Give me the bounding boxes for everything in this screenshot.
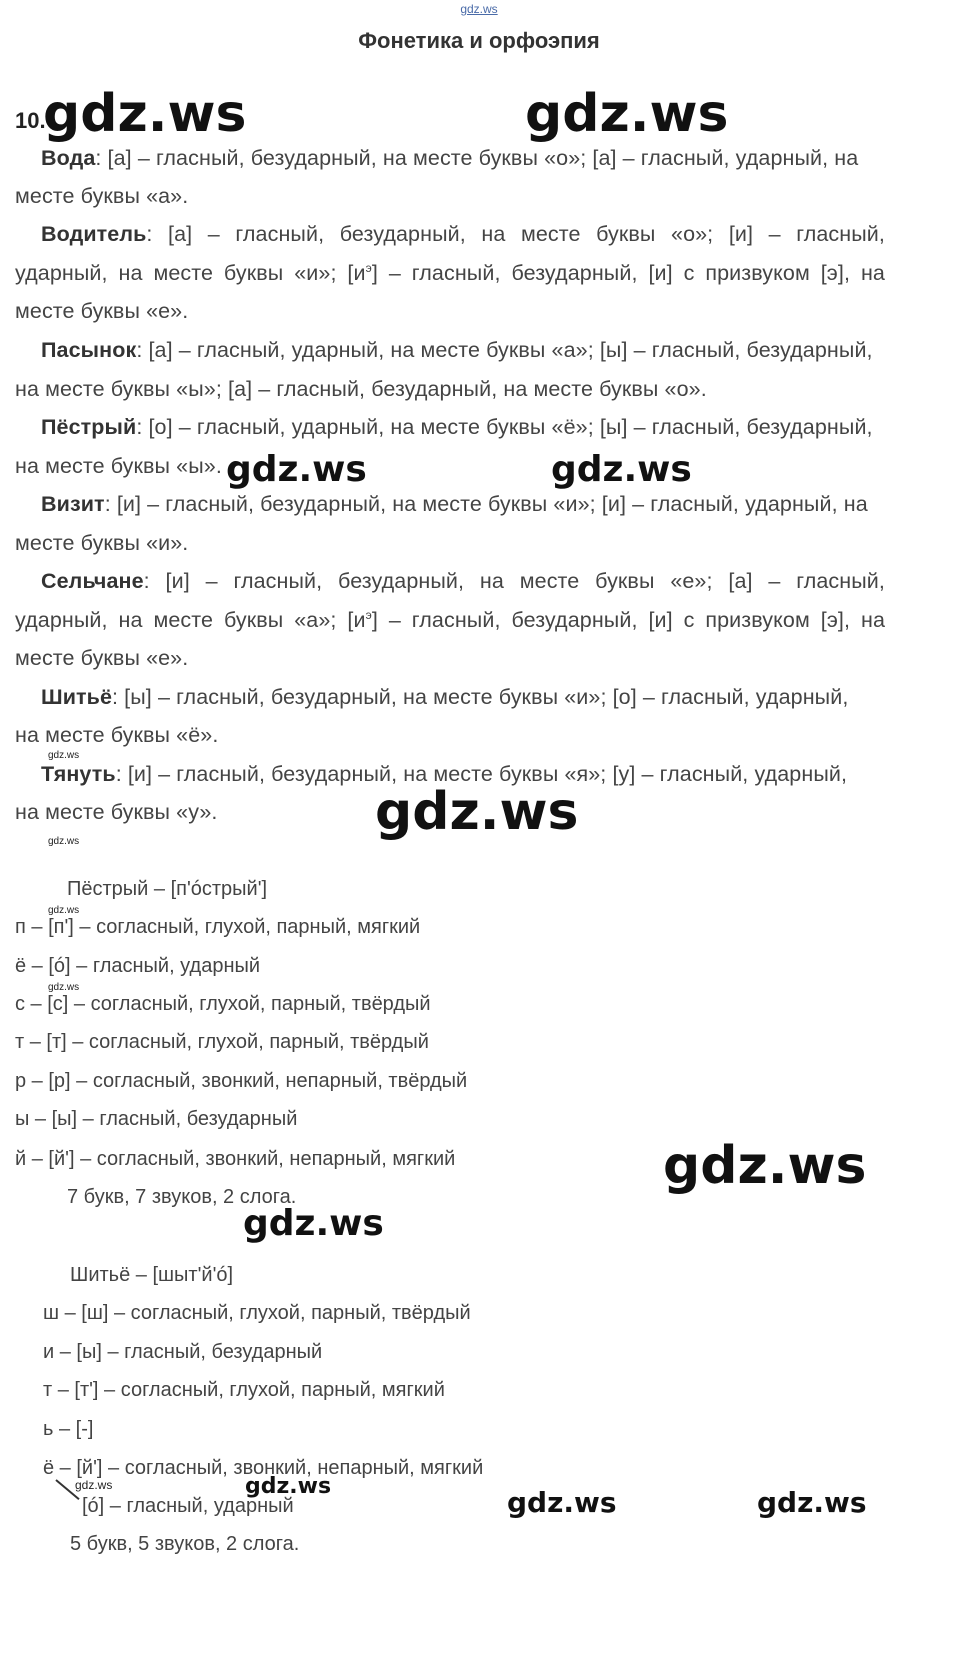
- entry-shitye-line2: на месте буквы «ё».: [15, 723, 219, 747]
- entry-selchane-line1: Сельчане: [и] – гласный, безударный, на месте буквы «е»; [а] – гласный,: [41, 569, 885, 593]
- entry-voda-line2: месте буквы «а».: [15, 184, 189, 208]
- analysis2-row: и – [ы] – гласный, безударный: [43, 1341, 323, 1363]
- entry-selchane-line2: ударный, на месте буквы «а»; $[и^э]$ – гласный, безударный, [и] с призвуком [э], на: [15, 608, 885, 633]
- entry-pestry-line2: на месте буквы «ы».: [15, 454, 222, 478]
- analysis2-row: [ó] – гласный, ударный: [82, 1495, 294, 1517]
- entry-voditel-line3: месте буквы «е».: [15, 299, 189, 323]
- entry-word: Сельчане: [41, 569, 144, 593]
- analysis1-summary: 7 букв, 7 звуков, 2 слога.: [67, 1186, 297, 1208]
- entry-word: Тянуть: [41, 762, 116, 786]
- watermark-small: gdz.ws: [48, 982, 80, 993]
- entry-pasynok-line1: Пасынок: [а] – гласный, ударный, на месте буквы «а»; [ы] – гласный, безударный,: [41, 338, 873, 362]
- watermark: gdz.ws: [375, 782, 579, 842]
- entry-vizit-line1: Визит: [и] – гласный, безударный, на месте буквы «и»; [и] – гласный, ударный, на: [41, 492, 868, 516]
- analysis1-row: й – [й'] – согласный, звонкий, непарный, мягкий: [15, 1148, 456, 1170]
- task-number: 10.: [15, 108, 46, 133]
- watermark: gdz.ws: [243, 1203, 384, 1244]
- entry-vizit-line2: месте буквы «и».: [15, 531, 189, 555]
- analysis1-row: п – [п'] – согласный, глухой, парный, мягкий: [15, 916, 421, 938]
- watermark: gdz.ws: [507, 1486, 617, 1519]
- watermark-small: gdz.ws: [48, 836, 80, 847]
- entry-word: Пасынок: [41, 338, 137, 362]
- entry-word: Пёстрый: [41, 415, 137, 439]
- analysis2-title: Шитьё – [шыт'й'ó]: [70, 1264, 234, 1286]
- analysis2-row: ё – [й'] – согласный, звонкий, непарный, мягкий: [43, 1457, 484, 1479]
- analysis1-row: т – [т] – согласный, глухой, парный, твёрдый: [15, 1031, 429, 1053]
- entry-word: Вода: [41, 146, 96, 170]
- watermark: gdz.ws: [757, 1486, 867, 1519]
- watermark-small: gdz.ws: [48, 905, 80, 916]
- entry-selchane-line3: месте буквы «е».: [15, 646, 189, 670]
- entry-pasynok-line2: на месте буквы «ы»; [а] – гласный, безударный, на месте буквы «о».: [15, 377, 707, 401]
- top-watermark: gdz.ws: [460, 2, 498, 16]
- analysis2-row: т – [т'] – согласный, глухой, парный, мягкий: [43, 1379, 445, 1401]
- analysis1-row: р – [р] – согласный, звонкий, непарный, твёрдый: [15, 1070, 468, 1092]
- watermark-small: gdz.ws: [75, 1478, 113, 1492]
- analysis1-row: с – [с] – согласный, глухой, парный, твёрдый: [15, 993, 431, 1015]
- page-title: Фонетика и орфоэпия: [358, 28, 600, 53]
- entry-shitye-line1: Шитьё: [ы] – гласный, безударный, на месте буквы «и»; [о] – гласный, ударный,: [41, 685, 849, 709]
- entry-word: Шитьё: [41, 685, 113, 709]
- watermark: gdz.ws: [226, 449, 367, 490]
- entry-tyanut-line1: Тянуть: [и] – гласный, безударный, на месте буквы «я»; [у] – гласный, ударный,: [41, 762, 848, 786]
- watermark: gdz.ws: [43, 84, 247, 144]
- analysis2-row: ь – [-]: [43, 1418, 94, 1440]
- analysis1-row: ы – [ы] – гласный, безударный: [15, 1108, 298, 1130]
- entry-voditel-line1: Водитель: [а] – гласный, безударный, на месте буквы «о»; [и] – гласный,: [41, 222, 885, 246]
- watermark-small: gdz.ws: [48, 750, 80, 761]
- watermark: gdz.ws: [525, 84, 729, 144]
- analysis2-summary: 5 букв, 5 звуков, 2 слога.: [70, 1533, 300, 1555]
- entry-voda-line1: Вода: [а] – гласный, безударный, на месте буквы «о»; [а] – гласный, ударный, на: [41, 146, 859, 170]
- entry-tyanut-line2: на месте буквы «у».: [15, 800, 218, 824]
- entry-word: Водитель: [41, 222, 147, 246]
- watermark: gdz.ws: [551, 449, 692, 490]
- watermark: gdz.ws: [663, 1136, 867, 1196]
- watermark: gdz.ws: [245, 1474, 332, 1499]
- analysis2-row: ш – [ш] – согласный, глухой, парный, твёрдый: [43, 1302, 471, 1324]
- entry-voditel-line2: ударный, на месте буквы «и»; $[и^э]$ – гласный, безударный, [и] с призвуком [э], на: [15, 261, 885, 286]
- entry-pestry-line1: Пёстрый: [о] – гласный, ударный, на месте буквы «ё»; [ы] – гласный, безударный,: [41, 415, 873, 439]
- entry-word: Визит: [41, 492, 105, 516]
- analysis1-row: ё – [ó] – гласный, ударный: [15, 955, 261, 977]
- analysis1-title: Пёстрый – [п'óстрый']: [67, 878, 268, 900]
